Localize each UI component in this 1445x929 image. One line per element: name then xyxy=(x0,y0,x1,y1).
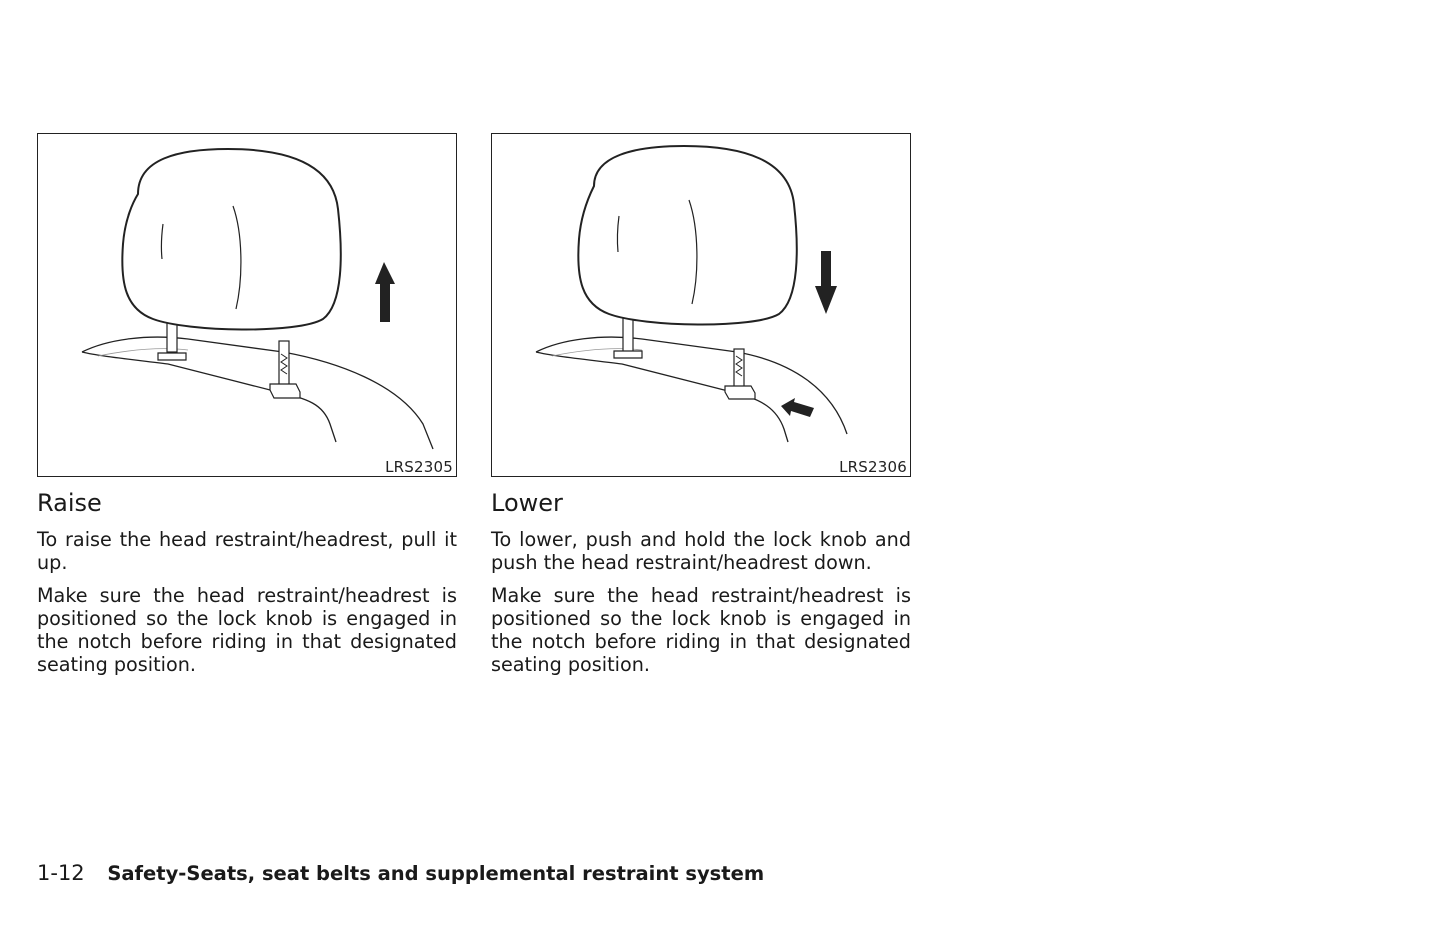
arrow-up-icon xyxy=(375,262,395,322)
paragraph: Make sure the head restraint/headrest is positioned so the lock knob is engaged in the notch before riding in that designated seating position. xyxy=(37,584,457,676)
headrest-raise-drawing xyxy=(38,134,456,476)
paragraph: Make sure the head restraint/headrest is positioned so the lock knob is engaged in the notch before riding in that designated seating position. xyxy=(491,584,911,676)
headrest-lower-drawing xyxy=(492,134,910,476)
section-heading: Raise xyxy=(37,489,102,517)
right-post-lock-knob xyxy=(725,349,755,399)
section-heading: Lower xyxy=(491,489,563,517)
paragraph: To lower, push and hold the lock knob and push the head restraint/headrest down. xyxy=(491,528,911,574)
right-post-lock-knob xyxy=(270,341,300,398)
raise-illustration xyxy=(37,133,457,477)
headrest-shape xyxy=(122,149,340,330)
arrow-down-icon xyxy=(815,251,837,314)
raise-section xyxy=(37,133,457,676)
lower-illustration xyxy=(491,133,911,477)
page-footer xyxy=(37,860,764,887)
page-number: 1-12 xyxy=(37,861,85,885)
arrow-left-icon xyxy=(781,398,814,417)
chapter-title: Safety-Seats, seat belts and supplemental restraint system xyxy=(107,862,765,885)
figure-id: LRS2305 xyxy=(385,458,453,476)
figure-id: LRS2306 xyxy=(839,458,907,476)
headrest-shape xyxy=(578,146,796,325)
lower-section xyxy=(491,133,911,676)
paragraph: To raise the head restraint/headrest, pull it up. xyxy=(37,528,457,574)
